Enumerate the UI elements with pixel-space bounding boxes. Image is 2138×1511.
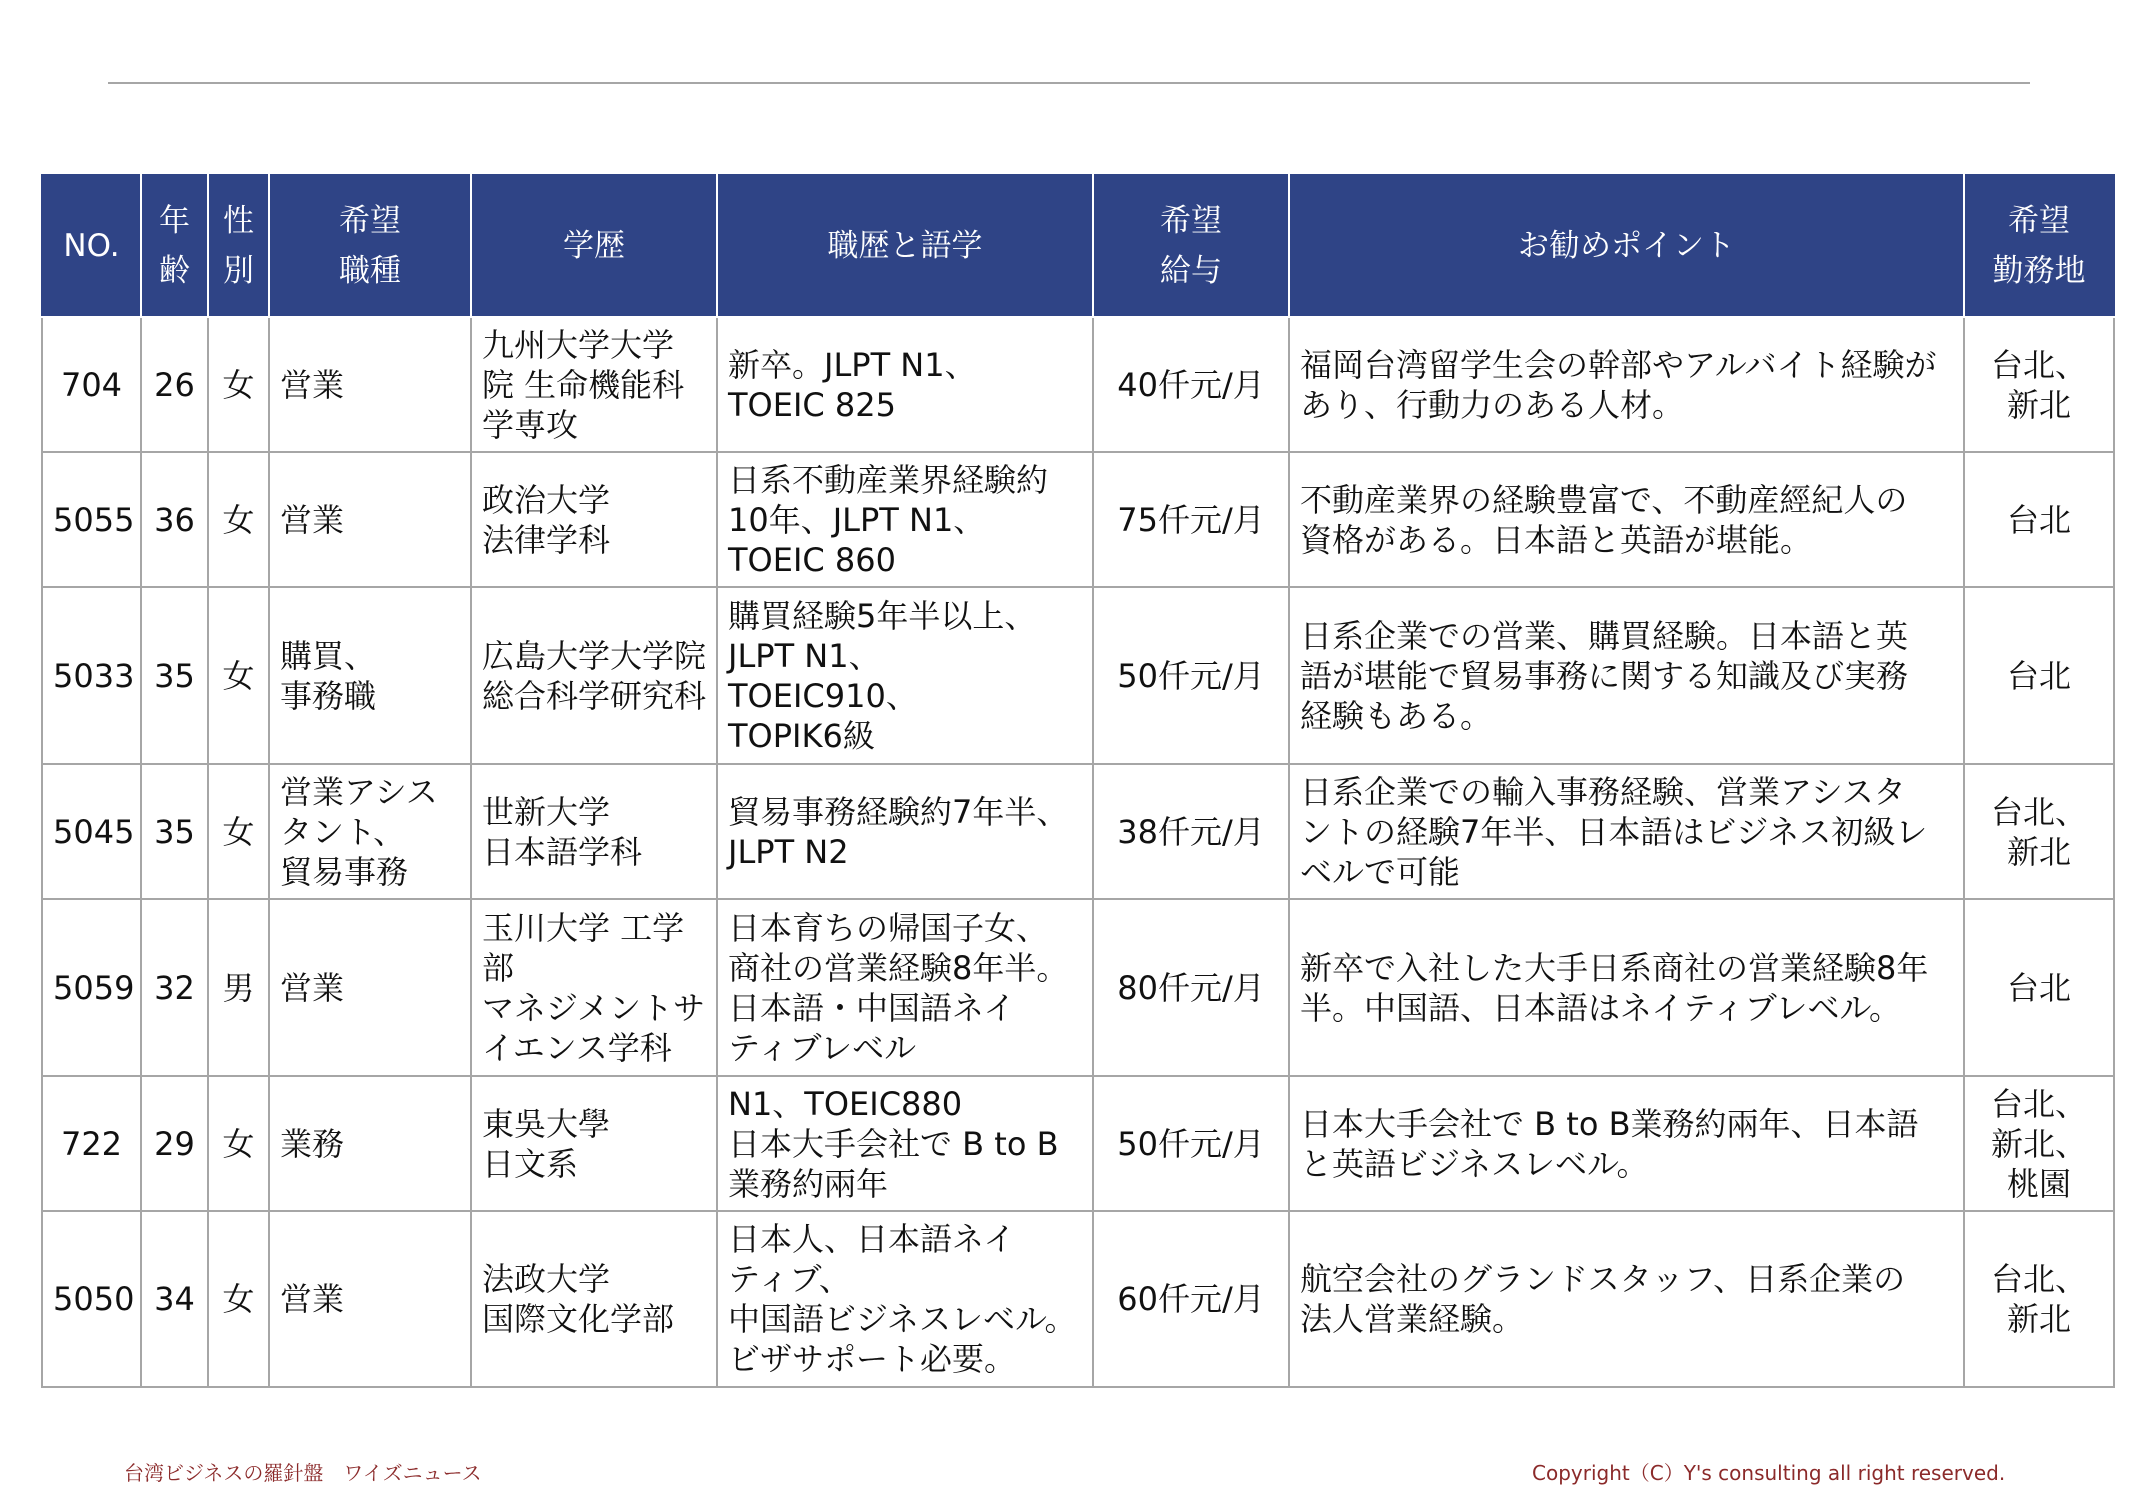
footer-copyright: Copyright（C）Y's consulting all right reserved. (1532, 1461, 2006, 1485)
cell-position: 営業 (269, 452, 471, 587)
cell-points: 航空会社のグランドスタッフ、日系企業の 法人営業経験。 (1289, 1211, 1964, 1387)
cell-position: 業務 (269, 1076, 471, 1211)
table-row (42, 764, 2114, 899)
cell-gender: 女 (208, 1076, 269, 1211)
cell-position: 営業 (269, 317, 471, 452)
cell-age: 35 (141, 587, 208, 764)
cell-education: 法政大学 国際文化学部 (471, 1211, 717, 1387)
cell-points: 福岡台湾留学生会の幹部やアルバイト経験が あり、行動力のある人材。 (1289, 317, 1964, 452)
cell-no: 5045 (42, 764, 141, 899)
table-row (42, 1076, 2114, 1211)
header-recommendation: お勧めポイント (1289, 175, 1964, 317)
header-no: NO. (42, 175, 141, 317)
cell-location: 台北 (1964, 452, 2114, 587)
cell-education: 世新大学 日本語学科 (471, 764, 717, 899)
cell-age: 35 (141, 764, 208, 899)
cell-career: 新卒。JLPT N1、 TOEIC 825 (717, 317, 1093, 452)
table-row (42, 1211, 2114, 1387)
cell-no: 704 (42, 317, 141, 452)
cell-career: N1、TOEIC880 日本大手会社で B to B 業務約兩年 (717, 1076, 1093, 1211)
cell-points: 不動産業界の経験豊富で、不動産經紀人の 資格がある。日本語と英語が堪能。 (1289, 452, 1964, 587)
cell-points: 日系企業での営業、購買経験。日本語と英 語が堪能で貿易事務に関する知識及び実務 経験もある。 (1289, 587, 1964, 764)
candidate-table-container (41, 174, 2113, 1388)
cell-education: 東吳大學 日文系 (471, 1076, 717, 1211)
cell-location: 台北、 新北 (1964, 1211, 2114, 1387)
cell-career: 貿易事務経験約7年半、 JLPT N2 (717, 764, 1093, 899)
cell-position: 購買、 事務職 (269, 587, 471, 764)
cell-salary: 80仟元/月 (1093, 899, 1289, 1076)
cell-salary: 50仟元/月 (1093, 587, 1289, 764)
top-divider (108, 82, 2030, 84)
cell-gender: 男 (208, 899, 269, 1076)
cell-points: 日系企業での輸入事務経験、営業アシスタ ントの経験7年半、日本語はビジネス初級レ ベルで可能 (1289, 764, 1964, 899)
cell-gender: 女 (208, 587, 269, 764)
cell-location: 台北、 新北、 桃園 (1964, 1076, 2114, 1211)
table-header-row (42, 175, 2114, 317)
cell-gender: 女 (208, 317, 269, 452)
cell-location: 台北、 新北 (1964, 317, 2114, 452)
cell-age: 36 (141, 452, 208, 587)
cell-gender: 女 (208, 764, 269, 899)
cell-no: 5055 (42, 452, 141, 587)
candidate-table (41, 174, 2115, 1388)
cell-salary: 38仟元/月 (1093, 764, 1289, 899)
header-career-language: 職歴と語学 (717, 175, 1093, 317)
cell-gender: 女 (208, 1211, 269, 1387)
header-education: 学歴 (471, 175, 717, 317)
cell-education: 玉川大学 工学部 マネジメントサ イエンス学科 (471, 899, 717, 1076)
cell-education: 広島大学大学院 総合科学研究科 (471, 587, 717, 764)
cell-position: 営業 (269, 899, 471, 1076)
cell-points: 新卒で入社した大手日系商社の営業経験8年 半。中国語、日本語はネイティブレベル。 (1289, 899, 1964, 1076)
cell-no: 722 (42, 1076, 141, 1211)
cell-location: 台北 (1964, 587, 2114, 764)
cell-salary: 40仟元/月 (1093, 317, 1289, 452)
cell-salary: 50仟元/月 (1093, 1076, 1289, 1211)
cell-no: 5033 (42, 587, 141, 764)
header-age: 年 齢 (141, 175, 208, 317)
cell-education: 九州大学大学 院 生命機能科 学専攻 (471, 317, 717, 452)
cell-age: 29 (141, 1076, 208, 1211)
header-desired-salary: 希望 給与 (1093, 175, 1289, 317)
cell-career: 購買経験5年半以上、 JLPT N1、 TOEIC910、 TOPIK6級 (717, 587, 1093, 764)
cell-location: 台北 (1964, 899, 2114, 1076)
cell-salary: 60仟元/月 (1093, 1211, 1289, 1387)
table-row (42, 317, 2114, 452)
cell-points: 日本大手会社で B to B業務約兩年、日本語 と英語ビジネスレベル。 (1289, 1076, 1964, 1211)
table-row (42, 587, 2114, 764)
header-gender: 性 別 (208, 175, 269, 317)
cell-age: 32 (141, 899, 208, 1076)
footer-site-name: 台湾ビジネスの羅針盤 ワイズニュース (124, 1461, 482, 1485)
cell-salary: 75仟元/月 (1093, 452, 1289, 587)
cell-no: 5050 (42, 1211, 141, 1387)
cell-location: 台北、 新北 (1964, 764, 2114, 899)
cell-no: 5059 (42, 899, 141, 1076)
header-desired-location: 希望 勤務地 (1964, 175, 2114, 317)
table-row (42, 899, 2114, 1076)
cell-age: 34 (141, 1211, 208, 1387)
cell-career: 日系不動産業界経験約 10年、JLPT N1、 TOEIC 860 (717, 452, 1093, 587)
table-row (42, 452, 2114, 587)
cell-age: 26 (141, 317, 208, 452)
header-desired-position: 希望 職種 (269, 175, 471, 317)
cell-position: 営業アシス タント、 貿易事務 (269, 764, 471, 899)
cell-position: 営業 (269, 1211, 471, 1387)
cell-education: 政治大学 法律学科 (471, 452, 717, 587)
cell-gender: 女 (208, 452, 269, 587)
cell-career: 日本育ちの帰国子女、 商社の営業経験8年半。 日本語・中国語ネイ ティブレベル (717, 899, 1093, 1076)
cell-career: 日本人、日本語ネイ ティブ、 中国語ビジネスレベル。 ビザサポート必要。 (717, 1211, 1093, 1387)
